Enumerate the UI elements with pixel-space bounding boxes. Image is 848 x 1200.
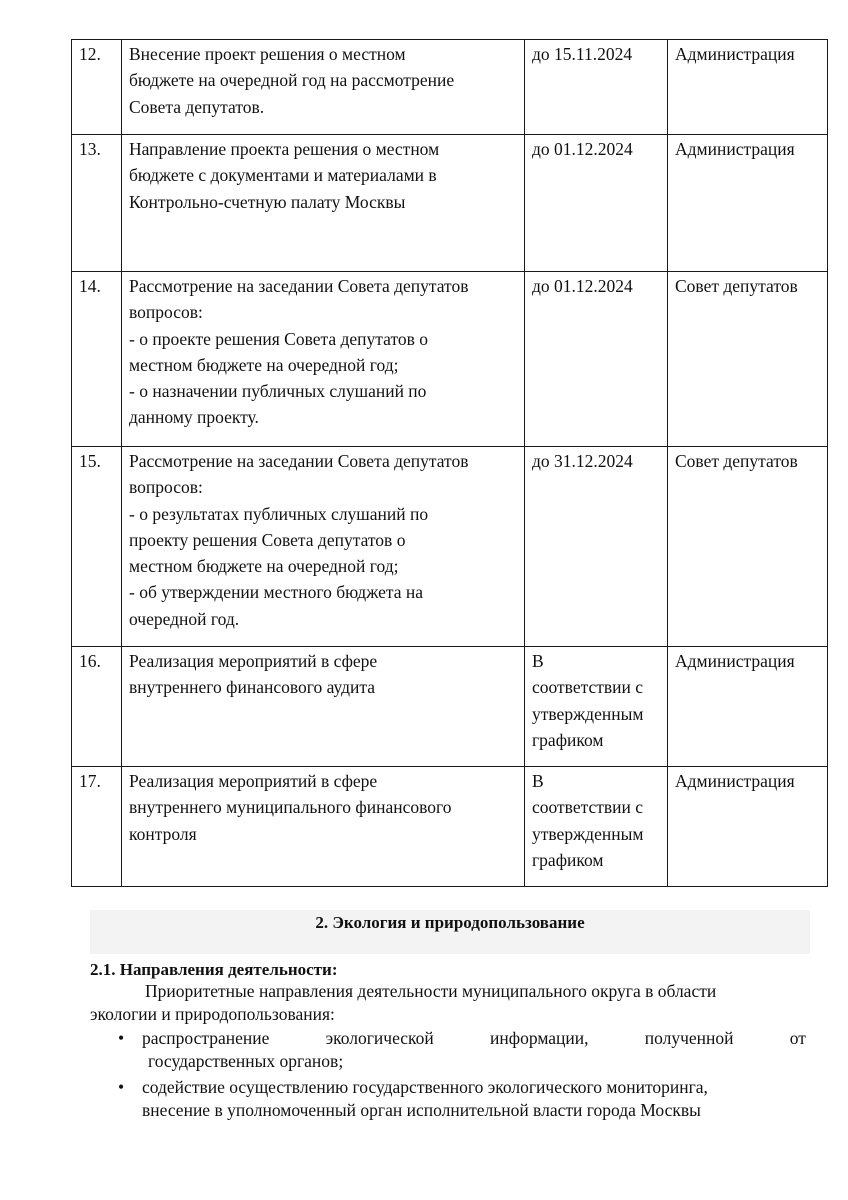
table-row xyxy=(72,767,828,887)
activity-line: Рассмотрение на заседании Совета депутатов xyxy=(129,276,469,296)
activity-line: - об утверждении местного бюджета на xyxy=(129,582,423,603)
activity-line: вопросов: xyxy=(129,302,203,323)
activity-line: - о проекте решения Совета депутатов о xyxy=(129,328,429,349)
intro-line-2: экологии и природопользования: xyxy=(90,1004,335,1024)
deadline-line: до 01.12.2024 xyxy=(532,139,633,159)
activity-line: Совета депутатов. xyxy=(129,96,265,117)
table-row xyxy=(72,272,828,447)
activity-line: данному проекту. xyxy=(129,407,259,428)
activity-line: - о назначении публичных слушаний по xyxy=(129,381,427,402)
list-item-first-line: содействие осуществлению государственного экологического мониторинга, xyxy=(142,1077,708,1097)
row-responsible: Совет депутатов xyxy=(668,447,828,647)
deadline-line: соответствии с xyxy=(532,797,644,818)
row-deadline xyxy=(525,447,668,647)
word: полученной xyxy=(644,1028,734,1048)
deadline-line: утвержденным xyxy=(532,823,644,844)
list-item xyxy=(90,1027,806,1073)
activity-line: контроля xyxy=(129,823,197,844)
activity-line: - о результатах публичных слушаний по xyxy=(129,503,429,524)
bullet-icon: • xyxy=(118,1028,125,1048)
activity-line: очередной год. xyxy=(129,608,240,629)
activity-line: Внесение проект решения о местном xyxy=(129,44,406,64)
row-activity xyxy=(122,272,525,447)
deadline-line: утвержденным xyxy=(532,703,644,724)
deadline-line: соответствии с xyxy=(532,677,644,698)
activity-line: внутреннего муниципального финансового xyxy=(129,797,452,818)
row-number: 12. xyxy=(72,40,122,135)
row-activity xyxy=(122,447,525,647)
intro-line-1: Приоритетные направления деятельности муниципального округа в области xyxy=(145,981,717,1001)
row-responsible: Администрация xyxy=(668,135,828,272)
row-number: 15. xyxy=(72,447,122,647)
bullet-icon: • xyxy=(118,1077,125,1097)
table-row xyxy=(72,40,828,135)
row-responsible: Администрация xyxy=(668,647,828,767)
activity-line: бюджете на очередной год на рассмотрение xyxy=(129,70,455,91)
word: распространение xyxy=(142,1028,270,1048)
activity-line: Контрольно-счетную палату Москвы xyxy=(129,191,406,212)
activity-line: проекту решения Совета депутатов о xyxy=(129,529,406,550)
deadline-line: В xyxy=(532,651,544,671)
deadline-line: до 15.11.2024 xyxy=(532,44,633,64)
table-row xyxy=(72,135,828,272)
deadline-line: графиком xyxy=(532,849,604,870)
row-deadline xyxy=(525,647,668,767)
list-item-first-line xyxy=(142,1027,806,1050)
table-row xyxy=(72,647,828,767)
subsection-heading: 2.1. Направления деятельности: xyxy=(90,960,338,979)
row-number: 16. xyxy=(72,647,122,767)
activity-line: Направление проекта решения о местном xyxy=(129,139,440,159)
deadline-line: до 01.12.2024 xyxy=(532,276,633,296)
word: от xyxy=(789,1028,806,1048)
intro-paragraph xyxy=(90,980,806,1026)
activity-line: внутреннего финансового аудита xyxy=(129,677,376,698)
deadline-line: до 31.12.2024 xyxy=(532,451,633,471)
activity-line: местном бюджете на очередной год; xyxy=(129,354,399,375)
word: экологической xyxy=(325,1028,434,1048)
row-activity xyxy=(122,767,525,887)
table-row xyxy=(72,447,828,647)
row-number: 14. xyxy=(72,272,122,447)
row-deadline xyxy=(525,40,668,135)
row-responsible: Совет депутатов xyxy=(668,272,828,447)
row-activity xyxy=(122,40,525,135)
row-deadline xyxy=(525,272,668,447)
deadline-line: графиком xyxy=(532,729,604,750)
list-item-continuation: государственных органов; xyxy=(148,1051,344,1071)
activity-line: местном бюджете на очередной год; xyxy=(129,556,399,577)
activity-line: бюджете с документами и материалами в xyxy=(129,165,437,186)
activity-line: вопросов: xyxy=(129,477,203,498)
row-number: 13. xyxy=(72,135,122,272)
list-item-continuation: внесение в уполномоченный орган исполнительной власти города Москвы xyxy=(142,1100,701,1120)
row-activity xyxy=(122,647,525,767)
activity-line: Реализация мероприятий в сфере xyxy=(129,771,378,791)
row-number: 17. xyxy=(72,767,122,887)
directions-list xyxy=(90,1027,806,1125)
row-deadline xyxy=(525,135,668,272)
row-responsible: Администрация xyxy=(668,767,828,887)
plan-table xyxy=(71,39,828,887)
row-activity xyxy=(122,135,525,272)
activity-line: Реализация мероприятий в сфере xyxy=(129,651,378,671)
word: информации, xyxy=(490,1028,589,1048)
list-item xyxy=(90,1076,806,1122)
activity-line: Рассмотрение на заседании Совета депутатов xyxy=(129,451,469,471)
row-responsible: Администрация xyxy=(668,40,828,135)
row-deadline xyxy=(525,767,668,887)
deadline-line: В xyxy=(532,771,544,791)
section-title: 2. Экология и природопользование xyxy=(315,913,585,932)
